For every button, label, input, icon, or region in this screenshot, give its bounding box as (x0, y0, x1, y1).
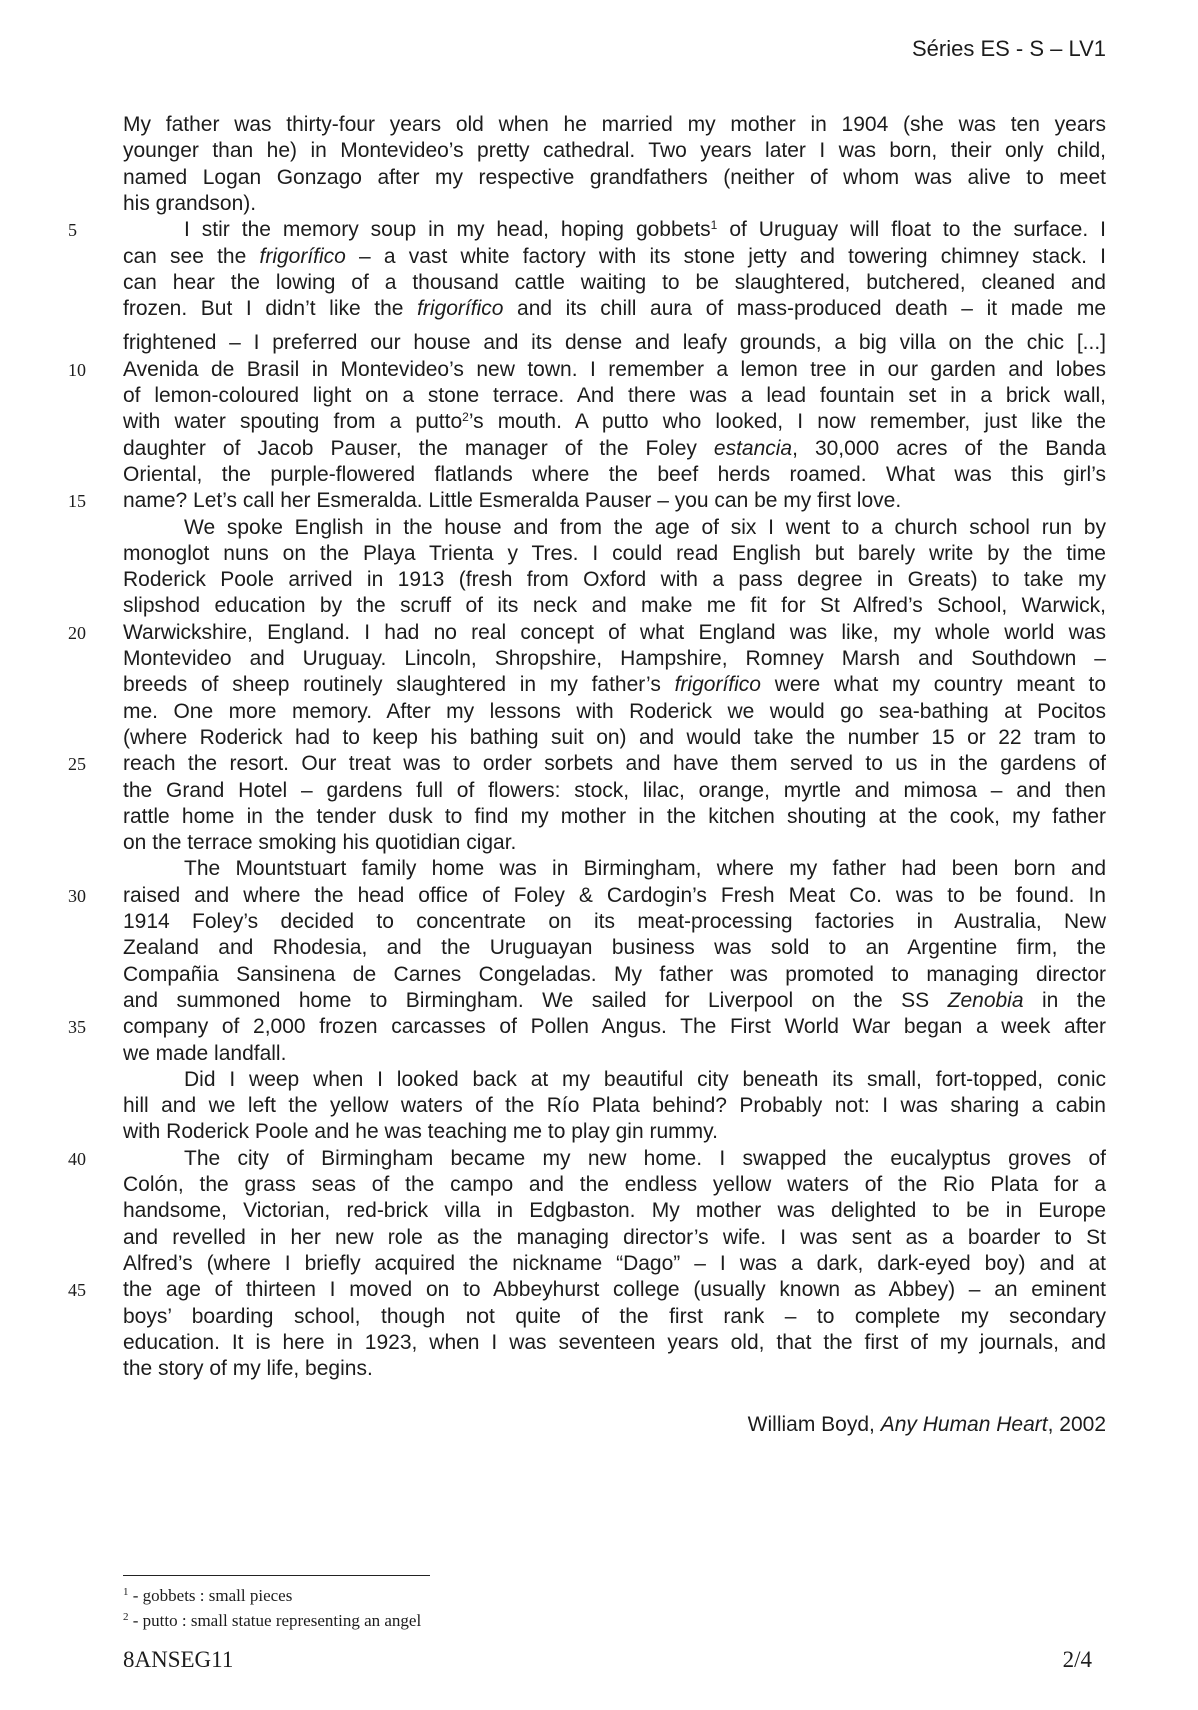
line-text: and revelled in her new role as the managing director’s wife. I was sent as a boarder to St (123, 1225, 1106, 1249)
line-text: frozen. But I didn’t like the (123, 297, 418, 321)
passage-line (123, 1198, 1106, 1224)
passage-line (123, 1330, 1106, 1356)
line-text: The city of Birmingham became my new home. I swapped the eucalyptus groves of (184, 1146, 1106, 1170)
line-number: 10 (68, 359, 86, 380)
passage-line (123, 672, 1106, 698)
passage-line (123, 1146, 1106, 1172)
passage-line (123, 909, 1106, 935)
passage-line (123, 541, 1106, 567)
line-text: named Logan Gonzago after my respective grandfathers (neither of whom was alive to meet (123, 165, 1106, 189)
passage-line (123, 436, 1106, 462)
line-text: Alfred’s (where I briefly acquired the nickname “Dago” – I was a dark, dark-eyed boy) and at (123, 1251, 1106, 1275)
line-text: We spoke English in the house and from the age of six I went to a church school run by (184, 515, 1106, 539)
footnote-text: - putto : small statue representing an angel (128, 1611, 422, 1630)
line-text: , 30,000 acres of the Banda (792, 436, 1106, 460)
passage-line (123, 962, 1106, 988)
line-text: Avenida de Brasil in Montevideo’s new town. I remember a lemon tree in our garden and lobes (123, 357, 1106, 381)
passage-line (123, 112, 1106, 138)
line-text: can hear the lowing of a thousand cattle waiting to be slaughtered, butchered, cleaned and (123, 270, 1106, 294)
line-text: boys’ boarding school, though not quite of the first rank – to complete my secondary (123, 1304, 1106, 1328)
line-text: company of 2,000 frozen carcasses of Pollen Angus. The First World War began a week after (123, 1015, 1106, 1039)
line-text: Compañia Sansinena de Carnes Congeladas. My father was promoted to managing director (123, 962, 1106, 986)
line-number: 35 (68, 1017, 86, 1038)
passage-line (123, 1251, 1106, 1277)
line-number: 5 (68, 220, 77, 241)
passage-line (123, 357, 1106, 383)
line-number: 30 (68, 885, 86, 906)
attribution-title: Any Human Heart (880, 1413, 1048, 1436)
footnote-text: - gobbets : small pieces (128, 1586, 293, 1605)
line-text: we made landfall. (123, 1041, 287, 1065)
passage-line (123, 1067, 1106, 1093)
attribution-year: , 2002 (1047, 1413, 1106, 1436)
passage-line (123, 1119, 1106, 1145)
passage-line (123, 830, 1106, 856)
line-text: hill and we left the yellow waters of the Río Plata behind? Probably not: I was sharing a cabin (123, 1094, 1106, 1118)
line-text: with Roderick Poole and he was teaching me to play gin rummy. (123, 1120, 718, 1144)
passage-line (123, 409, 1106, 435)
footnote-1 (123, 1586, 292, 1606)
passage-line (123, 488, 1106, 514)
passage-line (123, 883, 1106, 909)
line-number: 40 (68, 1148, 86, 1169)
line-text: daughter of Jacob Pauser, the manager of the Foley (123, 436, 714, 460)
line-text: slipshod education by the scruff of its neck and make me fit for St Alfred’s School, Warwick, (123, 594, 1106, 618)
line-text: Oriental, the purple-flowered flatlands where the beef herds roamed. What was this girl’s (123, 462, 1106, 486)
line-text: his grandson). (123, 191, 257, 215)
line-text: Warwickshire, England. I had no real concept of what England was like, my whole world was (123, 620, 1106, 644)
passage-line (123, 383, 1106, 409)
passage-line (123, 620, 1106, 646)
italic-term: frigorífico (417, 297, 504, 321)
passage-line (123, 270, 1106, 296)
line-text: The Mountstuart family home was in Birmingham, where my father had been born and (184, 857, 1106, 881)
passage-line (123, 725, 1106, 751)
line-text: raised and where the head office of Foley & Cardogin’s Fresh Meat Co. was to be found. In (123, 883, 1106, 907)
line-text: and its chill aura of mass-produced death – it made me (503, 297, 1106, 321)
passage-line (123, 515, 1106, 541)
passage-line (123, 138, 1106, 164)
line-text: the Grand Hotel – gardens full of flowers: stock, lilac, orange, myrtle and mimosa – and then (123, 778, 1106, 802)
passage-line (123, 1356, 1106, 1382)
passage-line (123, 593, 1106, 619)
line-text: (where Roderick had to keep his bathing suit on) and would take the number 15 or 22 tram to (123, 725, 1106, 749)
line-text: I stir the memory soup in my head, hoping gobbets (184, 218, 711, 242)
line-text: breeds of sheep routinely slaughtered in my father’s (123, 673, 675, 697)
passage-line (123, 751, 1106, 777)
passage-line (123, 1304, 1106, 1330)
line-text: monoglot nuns on the Playa Trienta y Tres. I could read English but barely write by the time (123, 541, 1106, 565)
line-text: reach the resort. Our treat was to order sorbets and have them served to us in the gardens of (123, 752, 1106, 776)
line-number: 25 (68, 754, 86, 775)
source-attribution (748, 1413, 1106, 1437)
line-text: name? Let’s call her Esmeralda. Little Esmeralda Pauser – you can be my first love. (123, 489, 902, 513)
footnote-reference: 2 (462, 410, 469, 425)
line-text: younger than he) in Montevideo’s pretty cathedral. Two years later I was born, their only child, (123, 139, 1106, 163)
passage-line (123, 191, 1106, 217)
passage-line (123, 1014, 1106, 1040)
line-text: – a vast white factory with its stone jetty and towering chimney stack. I (345, 244, 1106, 268)
footnote-2 (123, 1611, 421, 1631)
passage-line (123, 1093, 1106, 1119)
italic-term: frigorífico (259, 244, 346, 268)
italic-term: estancia (713, 436, 793, 460)
line-text: on the terrace smoking his quotidian cigar. (123, 831, 517, 855)
passage-line (123, 217, 1106, 243)
passage-line (123, 567, 1106, 593)
italic-term: frigorífico (674, 673, 761, 697)
line-text: 1914 Foley’s decided to concentrate on its meat-processing factories in Australia, New (123, 910, 1106, 933)
passage-line (123, 856, 1106, 882)
line-number: 45 (68, 1280, 86, 1301)
passage-line (123, 1041, 1106, 1067)
passage-line (123, 165, 1106, 191)
passage-line (123, 646, 1106, 672)
line-text: of lemon-coloured light on a stone terrace. And there was a lead fountain set in a brick wall, (123, 384, 1106, 407)
line-text: with water spouting from a putto (123, 410, 463, 434)
italic-term: Zenobia (947, 988, 1024, 1012)
passage-line (123, 935, 1106, 961)
line-text: Colón, the grass seas of the campo and the endless yellow waters of the Rio Plata for a (123, 1173, 1106, 1196)
line-text: the age of thirteen I moved on to Abbeyhurst college (usually known as Abbey) – an eminent (123, 1278, 1106, 1302)
footnote-mark: 2 (123, 1611, 129, 1623)
passage-line (123, 778, 1106, 804)
passage-line (123, 1225, 1106, 1251)
passage-line (123, 244, 1106, 270)
footnote-reference: 1 (710, 218, 718, 233)
footnote-divider (123, 1575, 430, 1576)
page-number: 2/4 (1062, 1647, 1092, 1672)
line-text: in the (1023, 988, 1106, 1012)
line-text: frightened – I preferred our house and its dense and leafy grounds, a big villa on the chic [...] (123, 331, 1106, 355)
passage-line (123, 462, 1106, 488)
line-text: can see the (123, 244, 260, 268)
line-text: Montevideo and Uruguay. Lincoln, Shropshire, Hampshire, Romney Marsh and Southdown – (123, 647, 1106, 670)
line-text: me. One more memory. After my lessons with Roderick we would go sea-bathing at Pocitos (123, 699, 1106, 723)
line-number: 20 (68, 622, 86, 643)
passage-line (123, 330, 1106, 356)
line-text: of Uruguay will float to the surface. I (717, 218, 1106, 242)
line-text: handsome, Victorian, red-brick villa in Edgbaston. My mother was delighted to be in Europe (123, 1199, 1106, 1223)
footnote-mark: 1 (123, 1586, 129, 1598)
exam-code: 8ANSEG11 (123, 1647, 234, 1672)
series-header: Séries ES - S – LV1 (911, 36, 1106, 61)
attribution-author: William Boyd, (747, 1413, 881, 1436)
passage-line (123, 699, 1106, 725)
passage-line (123, 988, 1106, 1014)
line-text: ’s mouth. A putto who looked, I now remember, just like the (468, 410, 1106, 434)
line-text: Zealand and Rhodesia, and the Uruguayan business was sold to an Argentine firm, the (123, 936, 1106, 960)
passage-line (123, 1277, 1106, 1303)
passage-line (123, 1172, 1106, 1198)
passage-line (123, 804, 1106, 830)
line-text: were what my country meant to (760, 673, 1107, 697)
line-text: and summoned home to Birmingham. We sailed for Liverpool on the SS (123, 988, 948, 1012)
line-number: 15 (68, 491, 86, 512)
line-text: Did I weep when I looked back at my beautiful city beneath its small, fort-topped, conic (184, 1067, 1106, 1091)
line-text: education. It is here in 1923, when I was seventeen years old, that the first of my journals, and (123, 1330, 1106, 1354)
line-text: My father was thirty-four years old when he married my mother in 1904 (she was ten years (123, 113, 1106, 136)
line-text: Roderick Poole arrived in 1913 (fresh from Oxford with a pass degree in Greats) to take my (123, 568, 1106, 592)
line-text: rattle home in the tender dusk to find my mother in the kitchen shouting at the cook, my father (123, 804, 1106, 828)
passage-line (123, 296, 1106, 322)
line-text: the story of my life, begins. (123, 1357, 373, 1381)
